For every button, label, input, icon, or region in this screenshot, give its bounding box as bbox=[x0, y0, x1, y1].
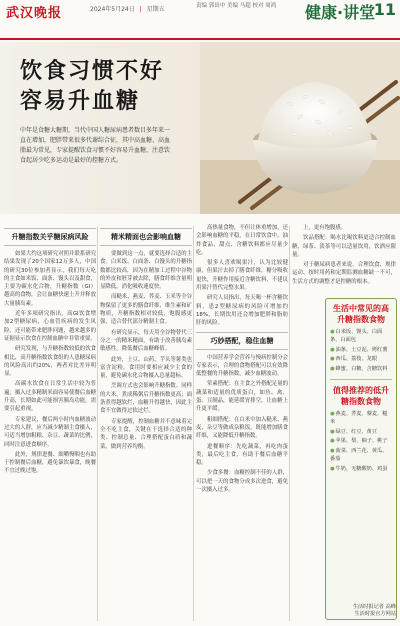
bullet-icon: ● bbox=[330, 410, 335, 417]
headline-line-2: 容易升血糖 bbox=[20, 88, 141, 114]
column-divider bbox=[193, 226, 194, 621]
dateline bbox=[90, 4, 165, 13]
low-gi-item: ●燕麦、荞麦、藜麦、糙米 bbox=[330, 410, 388, 425]
bullet-icon: ● bbox=[330, 448, 335, 455]
page-number: 11 bbox=[373, 0, 396, 19]
dateline-separator: | bbox=[139, 6, 142, 13]
reporter-credit: 生活时报记者 高峰 bbox=[352, 604, 396, 610]
low-gi-item: ●菠菜、西兰花、黄瓜、番茄 bbox=[330, 448, 388, 462]
paragraph: 研究发现，与升糖指数较低的饮食相比，高升糖指数饮食组的人患糖尿病的风险高出约20%，两者对比差异明显。 bbox=[4, 346, 96, 378]
high-gi-item: ●西瓜、荔枝、龙眼 bbox=[330, 356, 378, 363]
column-divider bbox=[97, 226, 98, 621]
source-credit: 生活时报官方网站 bbox=[354, 611, 396, 617]
paragraph: 少食多餐：血糖控制不佳的人群，可以把一天的食物分成多次进食，避免一次摄入过多。 bbox=[196, 470, 288, 494]
article-column-3 bbox=[196, 224, 288, 626]
high-gi-title: 生活中常见的高升糖指数食物 bbox=[333, 304, 389, 324]
paragraph: 此外，土豆、山药、芋头等薯类也富含淀粉，食用时要相应减少主食的量，避免碳水化合物摄入总量超标。 bbox=[100, 356, 192, 380]
paragraph: 对于糖尿病患者来说，合理饮食、规律运动、按时用药和定期监测血糖缺一不可，生活方式的调整才是控糖的根本。 bbox=[292, 262, 396, 285]
paragraph: 高热量食物，不但让体重增加，还会影响血糖的平稳，在日常饮食中，油炸食品、甜点、含糖饮料都应尽量少吃。 bbox=[196, 225, 288, 256]
headline bbox=[20, 56, 164, 116]
article-column-1 bbox=[4, 224, 96, 626]
high-gi-item: ●蜂蜜、白糖、含糖饮料 bbox=[330, 366, 388, 373]
low-gi-item: ●绿豆、红豆、黄豆 bbox=[330, 428, 378, 435]
paragraph: 专家提醒，控制血糖并不意味着完全不吃主食，关键在于选择合适的种类、控制总量、合理搭配蛋白质和蔬菜，做到营养均衡。 bbox=[100, 418, 192, 450]
paragraph: 饮品搭配：喝水比喝饮料更适合控制血糖，绿茶、淡茶等可以适量饮用，饮酒应限量。 bbox=[292, 235, 396, 258]
rice-bowl-illustration bbox=[200, 42, 400, 214]
low-gi-item: ●牛奶、无糖酸奶、鸡蛋 bbox=[330, 465, 388, 472]
subhead-gi-risk: 升糖指数关乎糖尿病风险 bbox=[4, 228, 96, 246]
low-gi-title: 值得推荐的低升糖指数食物 bbox=[333, 385, 389, 406]
paragraph: 烹调方式也会影响升糖指数。同样的大米，煮成稀粥后升糖指数更高；面条煮得越软烂，血糖升得越快，因此主食不宜做得过软过烂。 bbox=[100, 383, 192, 415]
paragraph: 近年多项研究指出，高GI饮食增加2型糖尿病、心血管疾病的发生风险，还可能带来肥胖问题，越来越多的证据显示饮食在控制血糖中非常重要。 bbox=[4, 311, 96, 342]
article-column-2 bbox=[100, 224, 192, 626]
paragraph: 而糙米、燕麦、荞麦、玉米等全谷物保留了更多的膳食纤维、维生素和矿物质，升糖指数相对较低，饱腹感更强，适合替代部分精制主食。 bbox=[100, 294, 192, 326]
bullet-icon: ● bbox=[330, 428, 335, 435]
bullet-icon: ● bbox=[330, 366, 335, 373]
paragraph: 中国营养学会营养与慢病控制分会专家表示，合理的食物搭配可以有效降低整餐的升糖指数，减少血糖波动。 bbox=[196, 354, 288, 378]
paragraph: 粗细搭配：在白米中加入糙米、燕麦、杂豆等做成杂粮饭，既能增加膳食纤维，又能降低升糖指数。 bbox=[196, 416, 288, 440]
page-header bbox=[0, 0, 400, 40]
box-divider bbox=[330, 379, 392, 380]
paragraph: 此外，规律进餐、细嚼慢咽也有助于控制餐后血糖，避免暴饮暴食，晚餐不宜过晚过饱。 bbox=[4, 451, 96, 475]
weekday: 星期五 bbox=[146, 6, 165, 13]
paragraph: 有研究显示，每天用全谷物替代三分之一的精米精面，有助于改善胰岛素敏感性，降低餐后血糖峰值。 bbox=[100, 329, 192, 353]
hero-banner bbox=[0, 42, 400, 214]
paragraph: 研究人员指出，每天喝一杯含糖饮料，患2型糖尿病的风险可增加约18%，长期饮用还会增加肥胖和脂肪肝的风险。 bbox=[196, 295, 288, 327]
column-divider bbox=[289, 226, 290, 621]
bullet-icon: ● bbox=[330, 356, 335, 363]
high-gi-item: ●白米饭、馒头、白面条、白面包 bbox=[330, 329, 383, 343]
issue-date: 2024年5月24日 bbox=[90, 6, 135, 13]
article-column-4 bbox=[292, 224, 396, 294]
paragraph: 专家建议，餐后两小时内血糖波动过大的人群，应当减少精制主食摄入，可适当增加粗粮、杂豆、蔬菜的比例，同时注意进食顺序。 bbox=[4, 416, 96, 448]
paragraph: 如果大约这项研究对照并联系研究结果发现了20个国家12万多人，中国的研究30位参加者显示，我们每天吃的主食如米饭、面条、馒头以及甜食，主要为碳水化合物，升糖指数（GI）越高的食物，会让血糖快速上升并释放大量胰岛素。 bbox=[4, 251, 96, 307]
headline-line-1: 饮食习惯不好 bbox=[20, 58, 165, 84]
newspaper-logo: 武汉晚报 bbox=[6, 6, 63, 21]
subhead-smart-pairing: 巧妙搭配，稳住血糖 bbox=[196, 332, 288, 350]
paragraph: 要做到这一点，就要选择合适的主食。白米饭、白面条、白馒头的升糖指数都比较高，因为在精加工过程中谷物的外皮和胚芽被去除，膳食纤维含量明显降低，消化吸收速度快。 bbox=[100, 251, 192, 291]
bullet-icon: ● bbox=[330, 465, 335, 472]
low-gi-item: ●苹果、梨、柚子、桃子 bbox=[330, 438, 388, 445]
bullet-icon: ● bbox=[330, 346, 335, 353]
subhead-refined-grains: 精米精面也会影响血糖 bbox=[100, 228, 192, 246]
paragraph: 进餐顺序：先吃蔬菜，再吃肉蛋类，最后吃主食，有助于餐后血糖平稳。 bbox=[196, 443, 288, 467]
paragraph: 荤素搭配：在主食之外搭配足量的蔬菜和适量的优质蛋白，如鱼、禽、蛋、豆制品，能延缓胃排空，让血糖上升更平缓。 bbox=[196, 381, 288, 413]
section-title: 健康·讲堂 bbox=[305, 3, 376, 22]
paragraph: 高碳水饮食在日常生活中较为普遍，摄入过多精制米面容易使餐后血糖升高，长期如此可能损害胰岛功能，需要引起重视。 bbox=[4, 381, 96, 413]
credits bbox=[353, 604, 396, 618]
high-gi-item: ●油条、土豆泥、烤红薯 bbox=[330, 346, 388, 353]
editors-line: 责编 郭田中 美编 马超 校对 周鸿 bbox=[196, 3, 277, 9]
headline-intro: 中年是食糖大糖期，当代中国人糖尿病患者数目多年来一直在增加，肥胖带来很多代谢综合征，其中高血糖、高血脂最为常见，专家提醒饮食习惯不好容易升血糖，注意饮食起居少吃多运动是最好的控糖方式。 bbox=[20, 127, 171, 164]
bullet-icon: ● bbox=[330, 329, 335, 335]
paragraph: 很多人喜欢喝果汁，认为比较健康，但果汁去掉了膳食纤维，糖分吸收更快，升糖作用接近含糖饮料，不建议用果汁替代完整水果。 bbox=[196, 260, 288, 292]
paragraph: 上，更有饱腹感。 bbox=[303, 225, 347, 231]
food-gi-sidebar bbox=[325, 298, 397, 620]
bullet-icon: ● bbox=[330, 438, 335, 445]
